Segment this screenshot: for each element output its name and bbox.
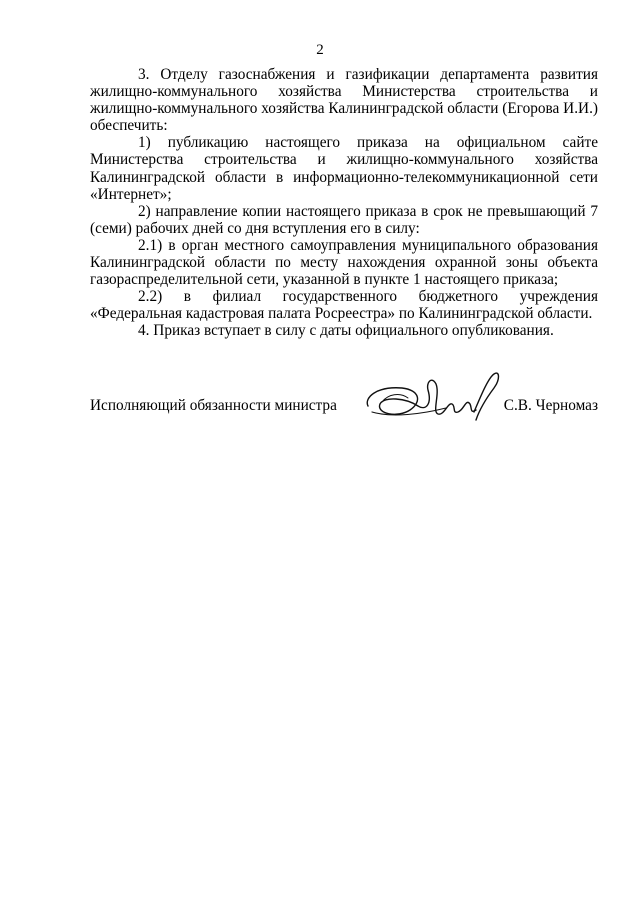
handwritten-signature <box>362 368 502 434</box>
signature-block <box>90 376 598 436</box>
paragraph-item-3: 3. Отделу газоснабжения и газификации департамента развития жилищно-коммунального хозяйства Министерства строительства и жилищно-коммунального хозяйства Калининградской области (Егорова И.И.) обеспечить: <box>90 66 598 135</box>
paragraph-subitem-2-1: 2.1) в орган местного самоуправления муниципального образования Калининградской области по месту нахождения охранной зоны объекта газораспределительной сети, указанной в пункте 1 настоящего приказа; <box>90 236 598 289</box>
page-number: 2 <box>316 42 324 58</box>
paragraph-subitem-2: 2) направление копии настоящего приказа в срок не превышающий 7 (семи) рабочих дней со дня вступления его в силу: <box>90 202 598 237</box>
paragraph-subitem-2-2: 2.2) в филиал государственного бюджетного учреждения «Федеральная кадастровая палата Росреестра» по Калининградской области. <box>90 288 598 323</box>
paragraph-item-4: 4. Приказ вступает в силу с даты официального опубликования. <box>138 322 554 340</box>
signer-name: С.В. Черномаз <box>503 397 598 414</box>
document-body <box>90 66 598 340</box>
signer-position: Исполняющий обязанности министра <box>90 397 337 414</box>
paragraph-subitem-1: 1) публикацию настоящего приказа на официальном сайте Министерства строительства и жилищно-коммунального хозяйства Калининградской области в информационно-телекоммуникационной сети «Интернет»; <box>90 134 598 203</box>
